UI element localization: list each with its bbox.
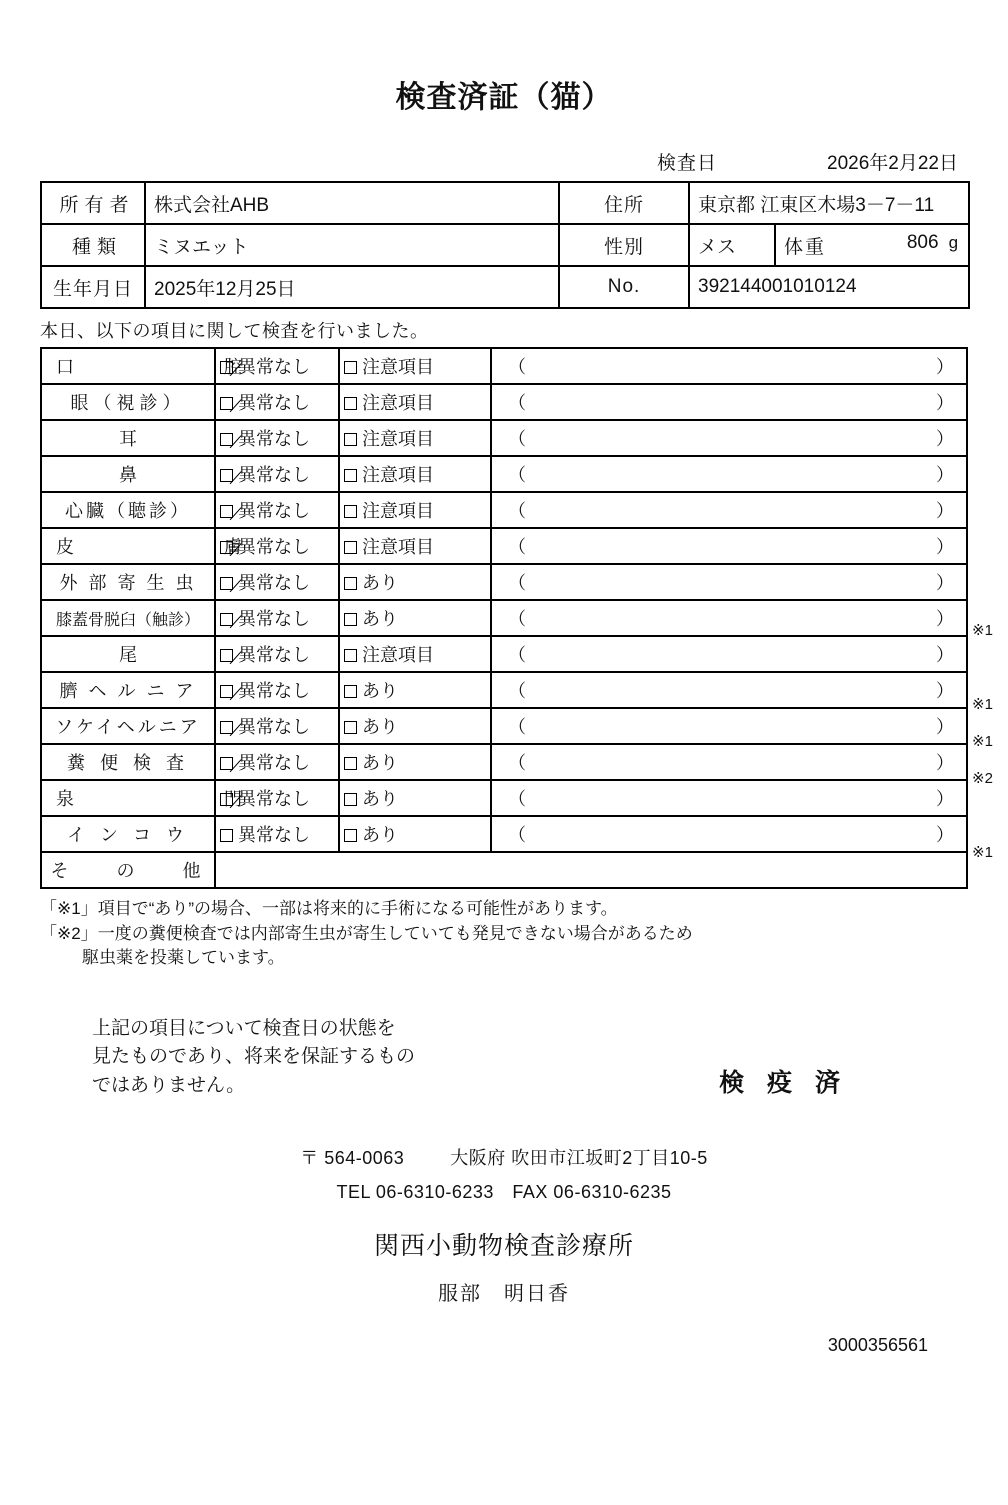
table-row (41, 420, 967, 456)
checkbox-normal[interactable] (220, 397, 233, 410)
weight-unit: g (948, 232, 959, 252)
checklist-other-cell[interactable] (215, 852, 967, 888)
table-row (41, 456, 967, 492)
clinic-tel: TEL 06-6310-6233 FAX 06-6310-6235 (336, 1182, 672, 1203)
clinic-person: 服部 明日香 (438, 1282, 570, 1305)
checkbox-present[interactable] (344, 721, 357, 734)
checklist-alt-cell[interactable]: 注意項目 (339, 420, 491, 456)
breed-value: ミヌエット (145, 224, 559, 266)
checklist-ok-cell[interactable]: 異常なし (215, 348, 339, 384)
checkbox-normal[interactable] (220, 433, 233, 446)
no-label: No. (559, 266, 689, 308)
birth-label: 生年月日 (41, 266, 145, 308)
checklist-item-label: そ の 他 (41, 852, 215, 888)
table-row (41, 266, 969, 308)
exam-date-label: 検査日 (657, 153, 718, 174)
checkbox-caution[interactable] (344, 541, 357, 554)
checklist-item-label: 鼻 (41, 456, 215, 492)
notice-text: 本日、以下の項目に関して検査を行いました。 (40, 321, 429, 341)
checklist-comment-cell[interactable]: （ ） (491, 564, 967, 600)
checkbox-normal[interactable] (220, 361, 233, 374)
footnote-1: 「※1」項目で“あり”の場合、一部は将来的に手術になる可能性があります。 (40, 899, 618, 918)
checklist-comment-cell[interactable]: （ ） (491, 600, 967, 636)
statement-line-3: ではありません。 (92, 1074, 246, 1096)
checklist-comment-cell[interactable]: （ ） (491, 528, 967, 564)
table-row (41, 492, 967, 528)
owner-value: 株式会社AHB (145, 182, 559, 224)
sex-label: 性別 (559, 224, 689, 266)
checklist-ok-cell[interactable]: 異常なし (215, 384, 339, 420)
checkbox-caution[interactable] (344, 649, 357, 662)
checklist-ok-cell[interactable]: 異常なし (215, 708, 339, 744)
checklist-ok-cell[interactable]: 異常なし (215, 744, 339, 780)
checklist-alt-cell[interactable]: あり (339, 600, 491, 636)
table-row (41, 348, 967, 384)
table-row (41, 528, 967, 564)
quarantine-stamp: 検 疫 済 (719, 1068, 848, 1097)
checkbox-normal[interactable] (220, 829, 233, 842)
checklist-alt-cell[interactable]: あり (339, 708, 491, 744)
checklist-ok-cell[interactable]: 異常なし (215, 564, 339, 600)
checklist-ok-cell[interactable]: 異常なし (215, 816, 339, 852)
statement-block (40, 1015, 968, 1135)
checklist-comment-cell[interactable]: （ ） (491, 708, 967, 744)
checkbox-caution[interactable] (344, 505, 357, 518)
footnote-2: 「※2」一度の糞便検査では内部寄生虫が寄生していても発見できない場合があるため (40, 923, 693, 943)
table-row (41, 816, 967, 852)
checklist-comment-cell[interactable]: （ ） (491, 672, 967, 708)
table-row (41, 744, 967, 780)
page-title: 検査済証（猫） (395, 81, 613, 114)
checklist-comment-cell[interactable]: （ ） (491, 456, 967, 492)
footnote-mark: ※2 (972, 770, 993, 787)
checkbox-caution[interactable] (344, 433, 357, 446)
checklist-item-label: 臍 ヘ ル ニ ア (41, 672, 215, 708)
checkbox-normal[interactable] (220, 757, 233, 770)
owner-info-table (40, 181, 970, 309)
checklist-comment-cell[interactable]: （ ） (491, 348, 967, 384)
birth-value: 2025年12月25日 (145, 266, 559, 308)
address-value: 東京都 江東区木場3－7－11 (689, 182, 969, 224)
checklist-alt-cell[interactable]: あり (339, 744, 491, 780)
table-row (41, 182, 969, 224)
checklist-table (40, 347, 968, 889)
checklist-item-label: 外 部 寄 生 虫 (41, 564, 215, 600)
checklist-alt-cell[interactable]: 注意項目 (339, 348, 491, 384)
checkbox-present[interactable] (344, 613, 357, 626)
checklist-item-label: 耳 (41, 420, 215, 456)
checklist-comment-cell[interactable]: （ ） (491, 384, 967, 420)
checklist-comment-cell[interactable]: （ ） (491, 420, 967, 456)
owner-label: 所有者 (41, 182, 145, 224)
table-row (41, 600, 967, 636)
checklist-alt-cell[interactable]: あり (339, 672, 491, 708)
table-row (41, 564, 967, 600)
checkbox-normal[interactable] (220, 577, 233, 590)
checklist-ok-cell[interactable]: 異常なし (215, 636, 339, 672)
clinic-address (40, 1141, 968, 1175)
checklist-wrapper (40, 347, 993, 889)
no-value: 392144001010124 (689, 266, 969, 308)
footnotes (40, 897, 968, 971)
checklist-ok-cell[interactable]: 異常なし (215, 456, 339, 492)
checklist-item-label: 尾 (41, 636, 215, 672)
table-row (41, 780, 967, 816)
checklist-alt-cell[interactable]: あり (339, 564, 491, 600)
footnote-3: 駆虫薬を投薬しています。 (82, 948, 285, 968)
checkbox-present[interactable] (344, 829, 357, 842)
checklist-ok-cell[interactable]: 異常なし (215, 672, 339, 708)
address-label: 住所 (559, 182, 689, 224)
checkbox-normal[interactable] (220, 721, 233, 734)
checklist-comment-cell[interactable]: （ ） (491, 636, 967, 672)
clinic-zip: 〒 564-0063 (300, 1147, 405, 1168)
table-row (41, 636, 967, 672)
checkbox-normal[interactable] (220, 685, 233, 698)
checklist-alt-cell[interactable]: あり (339, 780, 491, 816)
checklist-ok-cell[interactable]: 異常なし (215, 492, 339, 528)
footnote-mark: ※1 (972, 844, 993, 861)
table-row (41, 852, 967, 888)
exam-date-row (40, 148, 958, 175)
checklist-alt-cell[interactable]: 注意項目 (339, 456, 491, 492)
checkbox-normal[interactable] (220, 613, 233, 626)
statement-line-1: 上記の項目について検査日の状態を (92, 1017, 396, 1039)
checklist-ok-cell[interactable]: 異常なし (215, 600, 339, 636)
table-row (41, 224, 969, 266)
weight-value: 806 (906, 231, 939, 253)
checklist-comment-cell[interactable]: （ ） (491, 816, 967, 852)
checkbox-normal[interactable] (220, 793, 233, 806)
checkbox-caution[interactable] (344, 397, 357, 410)
clinic-address-text: 大阪府 吹田市江坂町2丁目10-5 (450, 1147, 708, 1168)
checklist-alt-cell[interactable]: 注意項目 (339, 528, 491, 564)
table-row (41, 672, 967, 708)
checkbox-present[interactable] (344, 793, 357, 806)
checklist-item-label: 口 腔 (41, 348, 215, 384)
checklist-item-label: ソケイヘルニア (41, 708, 215, 744)
checkbox-present[interactable] (344, 757, 357, 770)
checklist-ok-cell[interactable]: 異常なし (215, 780, 339, 816)
checkbox-caution[interactable] (344, 469, 357, 482)
checklist-item-label: 糞 便 検 査 (41, 744, 215, 780)
certificate-page (0, 72, 1008, 1505)
checklist-item-label: 膝蓋骨脱臼（触診） (41, 600, 215, 636)
footnote-mark: ※1 (972, 733, 993, 750)
checklist-alt-cell[interactable]: 注意項目 (339, 636, 491, 672)
checkbox-present[interactable] (344, 577, 357, 590)
exam-date-value: 2026年2月22日 (827, 153, 958, 174)
statement-line-2: 見たものであり、将来を保証するもの (92, 1046, 416, 1068)
checkbox-normal[interactable] (220, 469, 233, 482)
checklist-comment-cell[interactable]: （ ） (491, 492, 967, 528)
footnote-mark: ※1 (972, 622, 993, 639)
checklist-item-label: 皮 膚 (41, 528, 215, 564)
footnote-marks-layer (972, 347, 1008, 889)
checkbox-normal[interactable] (220, 505, 233, 518)
checkbox-normal[interactable] (220, 649, 233, 662)
checklist-alt-cell[interactable]: 注意項目 (339, 492, 491, 528)
serial-number: 3000356561 (827, 1334, 928, 1355)
breed-label: 種類 (41, 224, 145, 266)
checklist-item-label: イ ン コ ウ (41, 816, 215, 852)
clinic-block (40, 1141, 968, 1313)
checkbox-caution[interactable] (344, 361, 357, 374)
checklist-ok-cell[interactable]: 異常なし (215, 420, 339, 456)
checklist-comment-cell[interactable]: （ ） (491, 780, 967, 816)
table-row (41, 708, 967, 744)
weight-cell (775, 224, 969, 266)
footnote-mark: ※1 (972, 696, 993, 713)
checklist-item-label: 心臓（聴診） (41, 492, 215, 528)
sex-value: メス (689, 224, 775, 266)
checkbox-present[interactable] (344, 685, 357, 698)
checklist-item-label: 泉 門 (41, 780, 215, 816)
checklist-alt-cell[interactable]: あり (339, 816, 491, 852)
checklist-item-label: 眼（視診） (41, 384, 215, 420)
checklist-comment-cell[interactable]: （ ） (491, 744, 967, 780)
clinic-name: 関西小動物検査診療所 (373, 1232, 634, 1261)
table-row (41, 384, 967, 420)
checkbox-normal[interactable] (220, 541, 233, 554)
checklist-alt-cell[interactable]: 注意項目 (339, 384, 491, 420)
checklist-ok-cell[interactable]: 異常なし (215, 528, 339, 564)
weight-label: 体重 (784, 236, 827, 258)
